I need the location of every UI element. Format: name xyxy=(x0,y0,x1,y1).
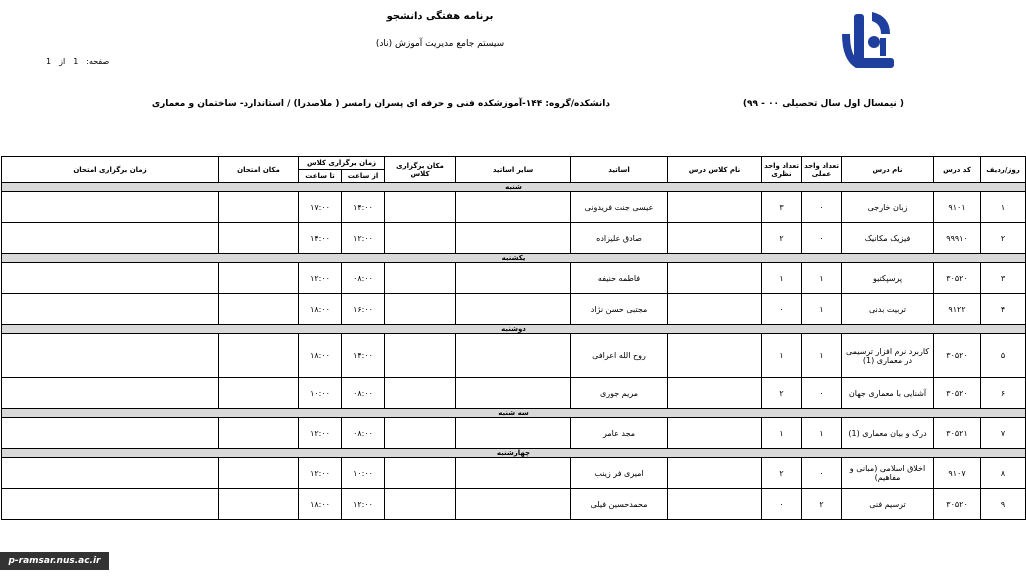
row-index: ۲ xyxy=(981,223,1026,254)
class-group xyxy=(668,489,762,520)
day-name: دوشنبه xyxy=(2,325,1026,334)
schedule-table xyxy=(1,156,1026,520)
time-to: ۱۸:۰۰ xyxy=(299,334,342,378)
course-name: تربیت بدنی xyxy=(842,294,934,325)
teacher: امیری فر زینب xyxy=(571,458,668,489)
semester-info: ( نیمسال اول سال تحصیلی ۰۰ - ۹۹) xyxy=(742,99,904,109)
page-label: صفحه: xyxy=(86,57,110,66)
class-group xyxy=(668,418,762,449)
col-from: از ساعت xyxy=(342,170,385,183)
units-theory: ۲ xyxy=(762,378,802,409)
row-index: ۷ xyxy=(981,418,1026,449)
col-theory: تعداد واحد نظری xyxy=(762,157,802,183)
teacher: مجد عامر xyxy=(571,418,668,449)
time-from: ۰۸:۰۰ xyxy=(342,418,385,449)
course-name: کاربرد نرم افزار ترسیمی در معماری (1) xyxy=(842,334,934,378)
teacher: روح الله اعرافی xyxy=(571,334,668,378)
exam-place xyxy=(219,223,299,254)
col-exam-place: مکان امتحان xyxy=(219,157,299,183)
time-from: ۱۲:۰۰ xyxy=(342,489,385,520)
exam-place xyxy=(219,378,299,409)
course-name: ترسیم فنی xyxy=(842,489,934,520)
system-subtitle: سیستم جامع مدیریت آموزش (ناد) xyxy=(375,39,505,49)
teacher: عیسی جنت فریدونی xyxy=(571,192,668,223)
other-teachers xyxy=(456,334,571,378)
other-teachers xyxy=(456,192,571,223)
course-code: ۳۰۵۲۰ xyxy=(934,378,981,409)
day-band xyxy=(2,409,1026,418)
exam-time xyxy=(2,192,219,223)
row-index: ۹ xyxy=(981,489,1026,520)
col-practical: تعداد واحد عملی xyxy=(802,157,842,183)
university-logo-icon xyxy=(834,6,906,82)
teacher: محمدحسین فیلی xyxy=(571,489,668,520)
course-name: آشنایی با معماری جهان xyxy=(842,378,934,409)
class-place xyxy=(385,378,456,409)
other-teachers xyxy=(456,489,571,520)
col-group: نام کلاس درس xyxy=(668,157,762,183)
table-row xyxy=(2,192,1026,223)
time-from: ۱۲:۰۰ xyxy=(342,223,385,254)
page-total: 1 xyxy=(46,57,52,66)
teacher: مجتبی حسن نژاد xyxy=(571,294,668,325)
course-name: درک و بیان معماری (1) xyxy=(842,418,934,449)
col-to: تا ساعت xyxy=(299,170,342,183)
col-code: کد درس xyxy=(934,157,981,183)
site-watermark: p-ramsar.nus.ac.ir xyxy=(0,552,109,570)
class-place xyxy=(385,489,456,520)
class-place xyxy=(385,294,456,325)
course-name: فیزیک مکانیک xyxy=(842,223,934,254)
course-name: پرسپکتیو xyxy=(842,263,934,294)
table-row xyxy=(2,378,1026,409)
exam-time xyxy=(2,263,219,294)
time-from: ۰۸:۰۰ xyxy=(342,378,385,409)
exam-time xyxy=(2,489,219,520)
other-teachers xyxy=(456,294,571,325)
day-name: سه شنبه xyxy=(2,409,1026,418)
exam-place xyxy=(219,489,299,520)
class-group xyxy=(668,294,762,325)
col-row: روز/ردیف xyxy=(981,157,1026,183)
class-group xyxy=(668,192,762,223)
day-band xyxy=(2,325,1026,334)
exam-place xyxy=(219,192,299,223)
time-from: ۰۸:۰۰ xyxy=(342,263,385,294)
col-exam-time: زمان برگزاری امتحان xyxy=(2,157,219,183)
col-place: مکان برگزاری کلاس xyxy=(385,157,456,183)
units-theory: ۱ xyxy=(762,263,802,294)
time-to: ۱۸:۰۰ xyxy=(299,489,342,520)
col-name: نام درس xyxy=(842,157,934,183)
exam-time xyxy=(2,458,219,489)
day-name: یکشنبه xyxy=(2,254,1026,263)
page-indicator xyxy=(38,57,109,66)
class-place xyxy=(385,334,456,378)
teacher: مریم جوری xyxy=(571,378,668,409)
course-code: ۳۰۵۲۰ xyxy=(934,334,981,378)
table-row xyxy=(2,489,1026,520)
time-to: ۱۲:۰۰ xyxy=(299,418,342,449)
time-to: ۱۸:۰۰ xyxy=(299,294,342,325)
page-current: 1 xyxy=(73,57,79,66)
other-teachers xyxy=(456,458,571,489)
table-row xyxy=(2,294,1026,325)
day-name: شنبه xyxy=(2,183,1026,192)
faculty-info: دانشکده/گروه: ۱۴۴-آموزشکده فنی و حرفه ای پسران رامسر ( ملاصدرا) / استاندارد- ساختمان و معماری xyxy=(151,99,610,109)
units-practical: ۰ xyxy=(802,458,842,489)
time-to: ۱۷:۰۰ xyxy=(299,192,342,223)
page-title: برنامه هفتگی دانشجو xyxy=(386,11,494,22)
exam-place xyxy=(219,418,299,449)
table-row xyxy=(2,418,1026,449)
class-place xyxy=(385,192,456,223)
teacher: صادق علیزاده xyxy=(571,223,668,254)
units-practical: ۱ xyxy=(802,294,842,325)
col-time: زمان برگزاری کلاس xyxy=(299,157,385,170)
course-name: اخلاق اسلامی (مبانی و مفاهیم) xyxy=(842,458,934,489)
course-name: زبان خارجی xyxy=(842,192,934,223)
units-theory: ۰ xyxy=(762,489,802,520)
units-theory: ۳ xyxy=(762,192,802,223)
exam-place xyxy=(219,294,299,325)
exam-place xyxy=(219,334,299,378)
class-place xyxy=(385,223,456,254)
time-from: ۱۴:۰۰ xyxy=(342,192,385,223)
units-practical: ۱ xyxy=(802,418,842,449)
col-teacher: اساتید xyxy=(571,157,668,183)
units-practical: ۱ xyxy=(802,263,842,294)
other-teachers xyxy=(456,418,571,449)
exam-time xyxy=(2,334,219,378)
teacher: فاطمه حنیفه xyxy=(571,263,668,294)
row-index: ۱ xyxy=(981,192,1026,223)
class-group xyxy=(668,223,762,254)
units-theory: ۰ xyxy=(762,294,802,325)
time-to: ۱۲:۰۰ xyxy=(299,263,342,294)
time-from: ۱۶:۰۰ xyxy=(342,294,385,325)
class-place xyxy=(385,418,456,449)
day-band xyxy=(2,254,1026,263)
time-to: ۱۴:۰۰ xyxy=(299,223,342,254)
table-row xyxy=(2,223,1026,254)
exam-time xyxy=(2,418,219,449)
units-theory: ۱ xyxy=(762,418,802,449)
row-index: ۳ xyxy=(981,263,1026,294)
units-practical: ۰ xyxy=(802,192,842,223)
other-teachers xyxy=(456,263,571,294)
units-practical: ۰ xyxy=(802,223,842,254)
exam-place xyxy=(219,263,299,294)
course-code: ۳۰۵۲۰ xyxy=(934,263,981,294)
time-to: ۱۰:۰۰ xyxy=(299,378,342,409)
row-index: ۵ xyxy=(981,334,1026,378)
time-from: ۱۴:۰۰ xyxy=(342,334,385,378)
class-place xyxy=(385,263,456,294)
course-code: ۳۰۵۲۱ xyxy=(934,418,981,449)
row-index: ۶ xyxy=(981,378,1026,409)
course-code: ۳۰۵۲۰ xyxy=(934,489,981,520)
class-group xyxy=(668,458,762,489)
time-from: ۱۰:۰۰ xyxy=(342,458,385,489)
col-other: سایر اساتید xyxy=(456,157,571,183)
day-band xyxy=(2,183,1026,192)
exam-time xyxy=(2,223,219,254)
exam-time xyxy=(2,294,219,325)
row-index: ۴ xyxy=(981,294,1026,325)
class-place xyxy=(385,458,456,489)
table-row xyxy=(2,458,1026,489)
day-name: چهارشنبه xyxy=(2,449,1026,458)
page-of: از xyxy=(59,57,66,66)
table-row xyxy=(2,334,1026,378)
exam-place xyxy=(219,458,299,489)
table-row xyxy=(2,263,1026,294)
units-theory: ۲ xyxy=(762,223,802,254)
units-practical: ۲ xyxy=(802,489,842,520)
course-code: ۹۱۰۷ xyxy=(934,458,981,489)
exam-time xyxy=(2,378,219,409)
time-to: ۱۲:۰۰ xyxy=(299,458,342,489)
course-code: ۹۱۰۱ xyxy=(934,192,981,223)
units-practical: ۱ xyxy=(802,334,842,378)
units-theory: ۲ xyxy=(762,458,802,489)
course-code: ۹۱۲۲ xyxy=(934,294,981,325)
other-teachers xyxy=(456,223,571,254)
class-group xyxy=(668,334,762,378)
class-group xyxy=(668,263,762,294)
course-code: ۹۹۹۱۰ xyxy=(934,223,981,254)
row-index: ۸ xyxy=(981,458,1026,489)
class-group xyxy=(668,378,762,409)
day-band xyxy=(2,449,1026,458)
units-practical: ۰ xyxy=(802,378,842,409)
other-teachers xyxy=(456,378,571,409)
units-theory: ۱ xyxy=(762,334,802,378)
